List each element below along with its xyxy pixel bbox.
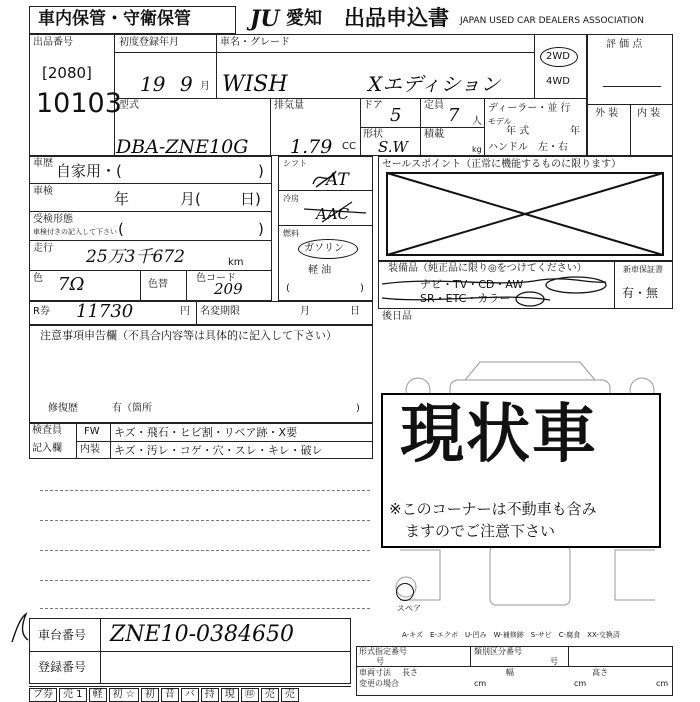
shape-label: 形状 <box>363 129 383 140</box>
length-cm: cm <box>474 679 487 688</box>
model-label: 車名・グレード <box>220 37 290 48</box>
handle-value: 左・右 <box>538 142 568 153</box>
designation-go: 号 <box>376 657 384 666</box>
drive-circle <box>540 47 578 67</box>
interior-label: 内 装 <box>637 108 661 119</box>
fw-items: キズ・飛石・ヒビ割・リペア跡・X要 <box>114 426 298 439</box>
listing-number-label: 出品番号 <box>33 37 73 48</box>
fuel-open: ( <box>286 283 290 294</box>
dealer-label: ディーラー・並 行 <box>488 103 571 114</box>
mileage-value: 25万3千672 <box>86 247 185 267</box>
displacement-value: 1.79 <box>290 136 333 158</box>
capacity-value: 7 <box>448 105 460 126</box>
type-label: 型式 <box>119 100 139 111</box>
load-label: 積載 <box>424 129 444 140</box>
inspector-label-2: 記入欄 <box>32 443 62 454</box>
warranty-value: 有・無 <box>622 286 659 300</box>
kg-unit: kg <box>472 145 482 154</box>
usage-value: 自家用・( <box>56 162 122 180</box>
month-unit: 月 <box>200 81 210 92</box>
shape-value: S.W <box>378 138 408 156</box>
inspection-day: 日) <box>240 190 261 208</box>
shift-scribble <box>310 166 340 190</box>
yen-unit: 円 <box>180 306 190 317</box>
spare-label: スペア <box>397 604 421 613</box>
bottom-status-cell: 初 ☆ <box>109 688 139 702</box>
fuel-label: 燃料 <box>283 229 299 238</box>
height-label: 高さ <box>592 668 608 677</box>
designation-label: 形式指定番号 <box>359 647 407 656</box>
document-title: 出品申込書 <box>344 6 449 30</box>
inspector-label-1: 検査員 <box>32 425 62 436</box>
r-label: R券 <box>33 306 50 317</box>
chassis-label: 車台番号 <box>38 628 87 642</box>
color-value: 7Ω <box>58 274 85 295</box>
first-reg-label: 初度登録年月 <box>119 37 179 48</box>
doors-label: ドア <box>363 100 383 111</box>
equipment-label: 装備品（純正品に限り◎をつけてください） <box>388 263 587 274</box>
stamp-note-2: ますのでご注意下さい <box>405 522 556 540</box>
change-label: 変更の場合 <box>359 679 399 688</box>
color-change-label: 色替 <box>148 279 168 290</box>
fuel-close: ) <box>360 283 364 294</box>
name-change-day: 日 <box>350 306 360 317</box>
accept-note: 車検付きの記入して下さい <box>33 228 117 236</box>
type-value: DBA-ZNE10G <box>116 136 249 158</box>
bottom-status-cell: ブ券 <box>29 688 57 702</box>
shift-label: シフト <box>283 159 307 168</box>
bottom-status-cell: バ <box>181 688 199 702</box>
fuel-circle <box>298 239 358 259</box>
evaluation-label: 評 価 点 <box>606 39 643 50</box>
accept-label: 受検形態 <box>33 214 73 225</box>
model-year-suffix: 年 式 <box>506 126 530 137</box>
reg-year: 19 <box>140 72 166 96</box>
stamp-note-1: ※このコーナーは不動車も含み <box>389 500 597 518</box>
ju-logo: JU <box>250 6 280 32</box>
sales-point-crossout <box>386 172 666 258</box>
stamp-title: 現状車 <box>400 398 598 472</box>
vehicle-dim-label: 車両寸法 <box>359 668 391 677</box>
class-label: 類別区分番号 <box>474 647 522 656</box>
doors-value: 5 <box>390 105 402 126</box>
accept-close: ) <box>258 220 264 238</box>
width-cm: cm <box>574 679 587 688</box>
km-unit: km <box>228 257 244 268</box>
repair-label: 修復歴 <box>48 403 78 414</box>
height-cm: cm <box>656 679 669 688</box>
damage-legend: A-キズ E-エクボ U-凹み W-補修跡 S-サビ C-腐食 XX-交換済 <box>402 631 620 639</box>
name-change-month: 月 <box>300 306 310 317</box>
fw-label: FW <box>84 426 100 437</box>
reg-number-label: 登録番号 <box>38 660 87 674</box>
storage-label: 車内保管・守衛保管 <box>38 9 191 29</box>
usage-close: ) <box>258 162 264 180</box>
drive-2wd: 2WD <box>546 51 570 62</box>
notes-label: 注意事項申告欄（不具合内容等は具体的に記入して下さい） <box>40 329 337 342</box>
length-label: 長さ <box>402 668 418 677</box>
bottom-status-cell: 昔 <box>161 688 179 702</box>
grade: Xエディション <box>368 72 501 96</box>
repair-close: ) <box>356 403 360 414</box>
ac-value: AAC <box>316 205 350 223</box>
fuel-gasoline: ガソリン <box>304 243 344 254</box>
car-name: WISH <box>222 72 288 97</box>
handle-label: ハンドル <box>488 142 528 153</box>
english-title: JAPAN USED CAR DEALERS ASSOCIATION <box>460 16 644 26</box>
reg-month: 9 <box>180 72 193 96</box>
interior-inspect-label: 内装 <box>80 444 100 455</box>
spare-circle <box>396 583 414 601</box>
repair-value: 有（箇所 <box>112 403 152 414</box>
color-code-value: 209 <box>214 280 243 298</box>
ac-label: 冷房 <box>283 194 299 203</box>
postfill-label: 後日品 <box>382 311 412 322</box>
listing-number: 10103 <box>36 88 122 119</box>
cc-unit: CC <box>342 141 356 152</box>
displacement-label: 排気量 <box>274 100 304 111</box>
person-unit: 人 <box>472 116 482 127</box>
drive-4wd: 4WD <box>546 76 570 87</box>
ac-scribble <box>300 200 372 226</box>
mileage-label: 走行 <box>33 243 53 254</box>
equipment-row2: SR・ETC・カラー <box>420 292 511 305</box>
sales-point-label: セールスポイント（正常に機能するものに限ります） <box>382 159 622 170</box>
bottom-status-cell: 売 <box>261 688 279 702</box>
width-label: 幅 <box>506 668 514 677</box>
bottom-status-cell: ㊞ <box>241 688 259 702</box>
org-name: 愛知 <box>286 8 322 29</box>
usage-label: 車歴 <box>33 158 53 169</box>
chassis-value: ZNE10-0384650 <box>110 622 295 647</box>
inspection-year: 年 <box>114 190 130 208</box>
bottom-status-cell: 初 <box>141 688 159 702</box>
bottom-status-cell: 売 1 <box>59 688 87 702</box>
listing-sub-number: [2080] <box>42 64 92 82</box>
equipment-scribble <box>380 274 610 308</box>
bottom-status-cell: 軽 <box>89 688 107 702</box>
bottom-status-cell: 持 <box>201 688 219 702</box>
inspection-month: 月( <box>180 190 201 208</box>
fuel-diesel: 軽 油 <box>308 265 332 276</box>
model-year-label: モデル <box>488 117 512 126</box>
color-label: 色 <box>33 273 43 284</box>
capacity-label: 定員 <box>424 100 444 111</box>
color-code-label: 色コード <box>196 273 236 284</box>
warranty-label: 新車保証書 <box>623 265 663 274</box>
interior-inspect-items: キズ・汚レ・コゲ・穴・スレ・キレ・破レ <box>114 444 323 457</box>
bottom-status-cell: 売 <box>281 688 299 702</box>
r-value: 11730 <box>76 301 134 322</box>
accept-open: ( <box>118 220 124 238</box>
inspection-label: 車検 <box>33 186 53 197</box>
equipment-row1: ナビ・TV・CD・AW <box>420 278 524 291</box>
exterior-label: 外 装 <box>595 108 619 119</box>
name-change-label: 名変期限 <box>200 306 240 317</box>
margin-scribble <box>8 610 32 646</box>
class-go: 号 <box>550 657 558 666</box>
year-unit: 年 <box>570 126 580 137</box>
bottom-status-cell: 現 <box>221 688 239 702</box>
shift-value: AT <box>326 170 349 190</box>
